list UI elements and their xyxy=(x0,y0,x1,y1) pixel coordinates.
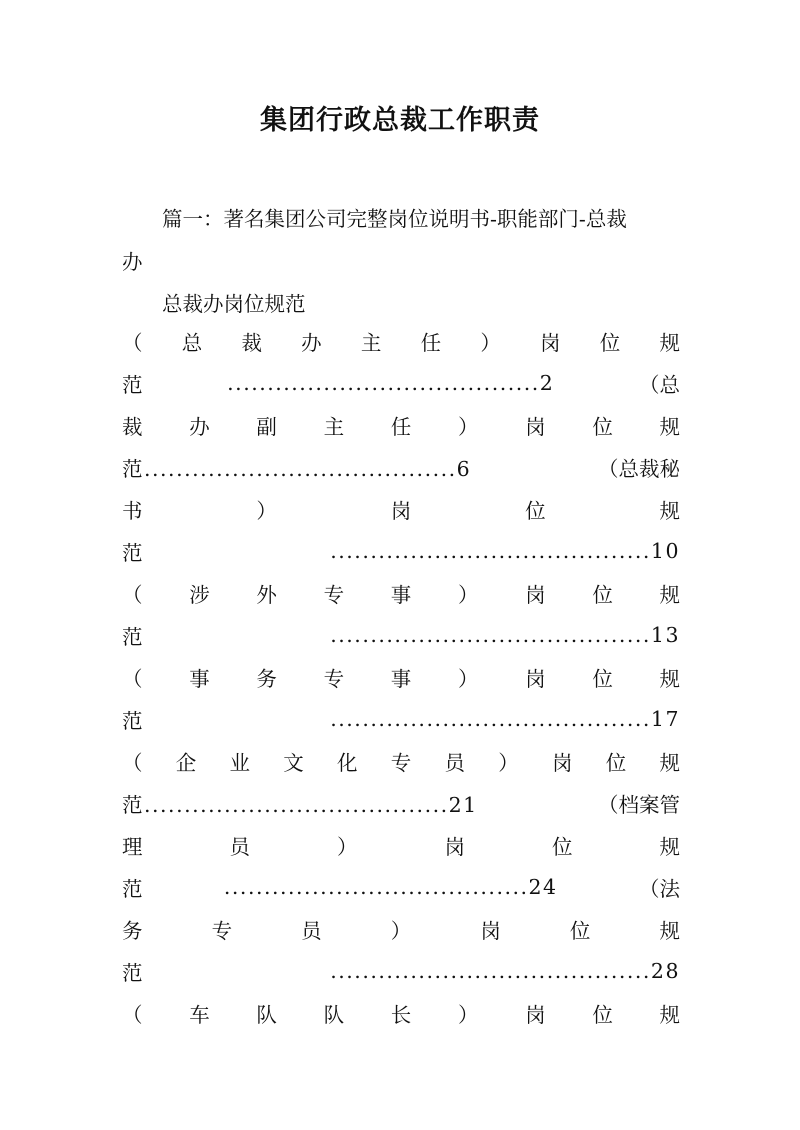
toc-token: 队 xyxy=(323,1003,345,1027)
toc-token: 事 xyxy=(390,583,412,607)
toc-line xyxy=(122,746,680,776)
toc-token: ） xyxy=(457,415,479,439)
toc-token: 员 xyxy=(229,835,250,859)
toc-token: （总裁秘 xyxy=(598,457,680,481)
toc-token: 位 xyxy=(605,751,627,775)
toc-token: 主 xyxy=(323,415,345,439)
toc-token: ........................................28 xyxy=(330,959,680,983)
toc-token: 车 xyxy=(189,1003,210,1027)
toc-token: （ xyxy=(122,583,143,607)
toc-token: ） xyxy=(256,499,277,523)
toc-line xyxy=(122,620,680,650)
toc-token: ） xyxy=(390,919,412,943)
toc-token: ） xyxy=(337,835,358,859)
toc-token: （ xyxy=(122,667,143,691)
toc-token: ） xyxy=(498,751,519,775)
toc-token: 事 xyxy=(189,667,210,691)
toc-line xyxy=(122,662,680,692)
toc-token: 裁 xyxy=(241,331,262,355)
toc-token: 位 xyxy=(569,919,591,943)
toc-line xyxy=(122,872,680,902)
toc-token: 理 xyxy=(122,835,143,859)
heading-line-1: 篇一：著名集团公司完整岗位说明书-职能部门-总裁 xyxy=(162,207,627,231)
toc-token: 岗 xyxy=(444,835,465,859)
toc-line xyxy=(122,914,680,944)
toc-token: 规 xyxy=(659,583,680,607)
toc-line xyxy=(122,410,680,440)
toc-token: 书 xyxy=(122,499,143,523)
toc-token: 员 xyxy=(301,919,322,943)
toc-token: 队 xyxy=(256,1003,277,1027)
toc-line xyxy=(122,578,680,608)
toc-token: （ xyxy=(122,751,143,775)
toc-token: ........................................10 xyxy=(330,539,680,563)
toc-token: 范......................................21 xyxy=(122,793,478,817)
toc-line xyxy=(122,536,680,566)
toc-token: （档案管 xyxy=(598,793,680,817)
toc-line xyxy=(122,704,680,734)
toc-token: 副 xyxy=(256,415,277,439)
toc-token: ） xyxy=(457,667,479,691)
toc-token: 务 xyxy=(122,919,143,943)
toc-token: 外 xyxy=(256,583,277,607)
toc-token: 员 xyxy=(444,751,465,775)
toc-token: 岗 xyxy=(525,667,546,691)
toc-token: 位 xyxy=(599,331,621,355)
toc-token: 长 xyxy=(390,1003,412,1027)
toc-token: 文 xyxy=(283,751,304,775)
toc-line xyxy=(122,494,680,524)
toc-token: ......................................24 xyxy=(223,875,558,899)
toc-line xyxy=(122,788,680,818)
toc-token: 涉 xyxy=(189,583,210,607)
toc-token: 规 xyxy=(659,835,680,859)
toc-token: 规 xyxy=(659,919,680,943)
toc-token: 专 xyxy=(211,919,233,943)
toc-token: 岗 xyxy=(390,499,412,523)
toc-token: 范 xyxy=(122,877,143,901)
section-title: 总裁办岗位规范 xyxy=(162,292,306,316)
toc-token: 范 xyxy=(122,625,143,649)
toc-line xyxy=(122,368,680,398)
toc-line xyxy=(122,452,680,482)
toc-token: 范 xyxy=(122,541,143,565)
toc-token: 企 xyxy=(175,751,197,775)
toc-token: （ xyxy=(122,1003,143,1027)
toc-token: 规 xyxy=(659,667,680,691)
toc-token: 岗 xyxy=(525,415,546,439)
toc-token: ） xyxy=(457,583,479,607)
toc-token: ........................................13 xyxy=(330,623,680,647)
toc-token: 专 xyxy=(323,667,345,691)
toc-token: ........................................17 xyxy=(330,707,680,731)
heading-line-2: 办 xyxy=(122,250,143,274)
toc-token: 任 xyxy=(420,331,442,355)
toc-token: 位 xyxy=(592,583,613,607)
toc-token: 范 xyxy=(122,373,143,397)
toc-token: 位 xyxy=(525,499,546,523)
toc-line xyxy=(122,956,680,986)
toc-token: 规 xyxy=(659,415,680,439)
toc-token: 范.......................................6 xyxy=(122,457,472,481)
toc-token: 位 xyxy=(592,667,613,691)
toc-token: 办 xyxy=(301,331,322,355)
toc-token: 规 xyxy=(659,1003,680,1027)
toc-line xyxy=(122,998,680,1028)
toc-token: 化 xyxy=(337,751,358,775)
toc-line xyxy=(122,326,680,356)
toc-token: 事 xyxy=(390,667,412,691)
toc-token: （总 xyxy=(639,373,680,397)
toc-token: 总 xyxy=(181,331,203,355)
toc-token: 任 xyxy=(390,415,412,439)
toc-token: 岗 xyxy=(552,751,573,775)
toc-token: 专 xyxy=(390,751,412,775)
toc-token: 业 xyxy=(229,751,250,775)
toc-token: ） xyxy=(480,331,501,355)
toc-token: 位 xyxy=(592,1003,613,1027)
toc-token: 岗 xyxy=(525,1003,546,1027)
toc-token: （法 xyxy=(639,877,680,901)
toc-token: ） xyxy=(457,1003,479,1027)
toc-token: 裁 xyxy=(122,415,143,439)
toc-token: 位 xyxy=(552,835,573,859)
toc-token: 规 xyxy=(659,331,680,355)
toc-token: 岗 xyxy=(525,583,546,607)
toc-token: （ xyxy=(122,331,143,355)
toc-token: 岗 xyxy=(480,919,501,943)
toc-token: 务 xyxy=(256,667,277,691)
toc-token: 规 xyxy=(659,751,680,775)
document-title: 集团行政总裁工作职责 xyxy=(260,105,540,136)
toc-line xyxy=(122,830,680,860)
toc-token: 规 xyxy=(659,499,680,523)
toc-token: .......................................2 xyxy=(227,371,555,395)
toc-token: 主 xyxy=(360,331,382,355)
toc-token: 位 xyxy=(592,415,613,439)
toc-token: 范 xyxy=(122,961,143,985)
toc-token: 范 xyxy=(122,709,143,733)
toc-token: 岗 xyxy=(540,331,561,355)
toc-token: 办 xyxy=(189,415,210,439)
toc-token: 专 xyxy=(323,583,345,607)
